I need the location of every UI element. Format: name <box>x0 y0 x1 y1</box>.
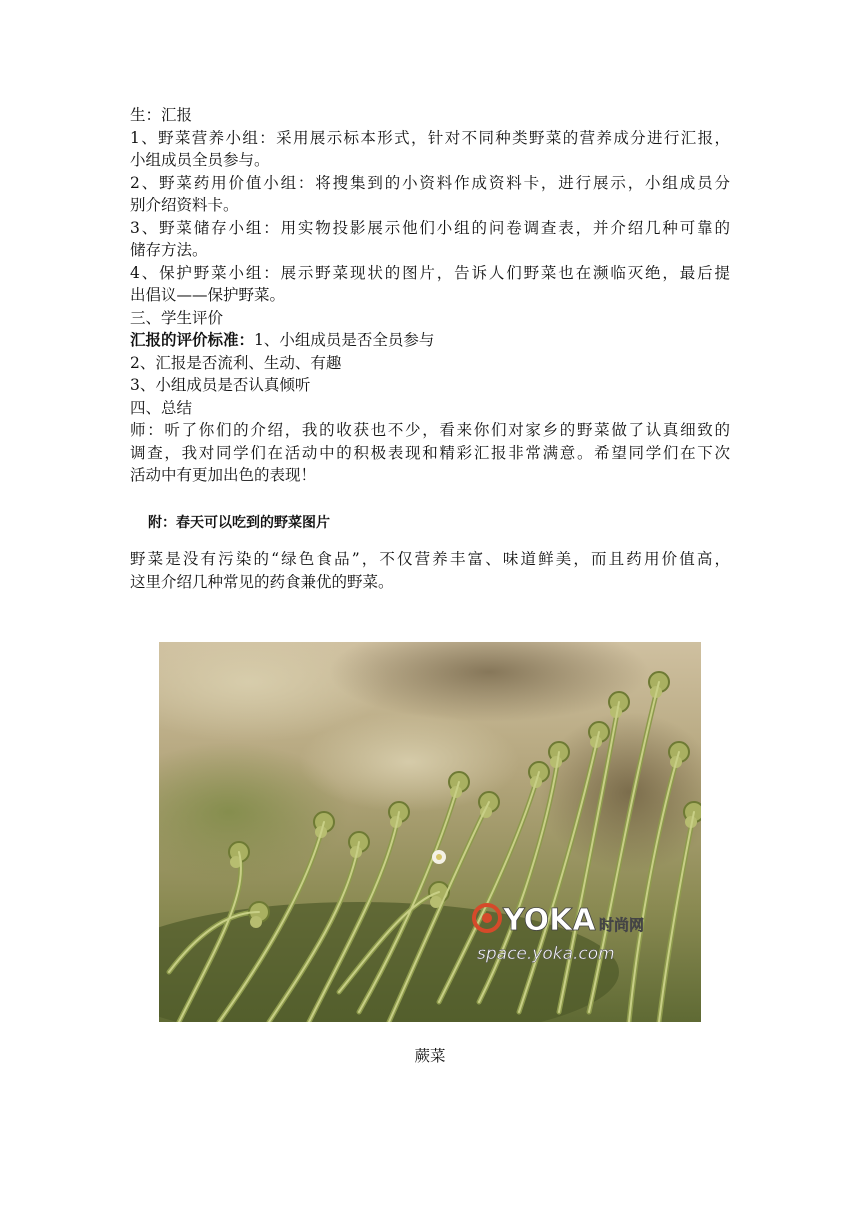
line-text: 2、汇报是否流利、生动、有趣 <box>130 353 342 372</box>
line-text: 生：汇报 <box>130 106 193 124</box>
watermark-sub: 时尚网 <box>599 916 645 934</box>
fern-photo <box>159 642 701 1022</box>
photo-caption: 蕨菜 <box>414 1047 446 1065</box>
text-line <box>130 127 730 150</box>
line-text: 1、野菜营养小组：采用展示标本形式，针对不同种类野菜的营养成分进行汇报， <box>130 128 730 147</box>
line-text: 2、野菜药用价值小组：将搜集到的小资料作成资料卡，进行展示，小组成员分 <box>130 173 730 192</box>
watermark-url: space.yoka.com <box>477 944 615 964</box>
intro-paragraph <box>130 548 730 593</box>
line-text: 1、小组成员是否全员参与 <box>254 331 435 349</box>
intro-line: 野菜是没有污染的“绿色食品”，不仅营养丰富、味道鲜美，而且药用价值高， <box>130 550 730 568</box>
line-text: 活动中有更加出色的表现！ <box>130 466 317 484</box>
line-text: 三、学生评价 <box>130 308 224 327</box>
text-line <box>130 104 730 127</box>
line-text: 小组成员全员参与。 <box>130 151 270 169</box>
watermark-brand: YOKA <box>503 903 596 938</box>
line-text: 3、野菜储存小组：用实物投影展示他们小组的问卷调查表，并介绍几种可靠的 <box>130 218 730 237</box>
text-line <box>130 307 730 330</box>
text-line <box>130 442 730 465</box>
text-line <box>130 262 730 285</box>
lesson-text <box>130 104 730 487</box>
line-text: 储存方法。 <box>130 241 208 259</box>
intro-line: 这里介绍几种常见的药食兼优的野菜。 <box>130 572 394 591</box>
text-line <box>130 329 730 352</box>
text-line <box>130 419 730 442</box>
text-line <box>130 217 730 240</box>
text-line <box>130 397 730 420</box>
text-line <box>130 352 730 375</box>
appendix-title: 附：春天可以吃到的野菜图片 <box>148 515 330 531</box>
text-line <box>130 239 730 262</box>
line-text: 3、小组成员是否认真倾听 <box>130 376 311 394</box>
line-text: 师：听了你们的介绍，我的收获也不少，看来你们对家乡的野菜做了认真细致的 <box>130 421 730 439</box>
line-text: 别介绍资料卡。 <box>130 196 239 214</box>
fern-photo-art <box>159 642 701 1022</box>
criteria-label: 汇报的评价标准： <box>130 330 255 349</box>
text-line <box>130 464 730 487</box>
line-text: 出倡议——保护野菜。 <box>130 286 286 304</box>
line-text: 调查，我对同学们在活动中的积极表现和精彩汇报非常满意。希望同学们在下次 <box>130 443 730 462</box>
text-line <box>130 194 730 217</box>
line-text: 四、总结 <box>130 398 193 417</box>
text-line <box>130 149 730 172</box>
line-text: 4、保护野菜小组：展示野菜现状的图片，告诉人们野菜也在濒临灭绝，最后提 <box>130 263 730 282</box>
text-line <box>130 374 730 397</box>
text-line <box>130 172 730 195</box>
text-line <box>130 284 730 307</box>
